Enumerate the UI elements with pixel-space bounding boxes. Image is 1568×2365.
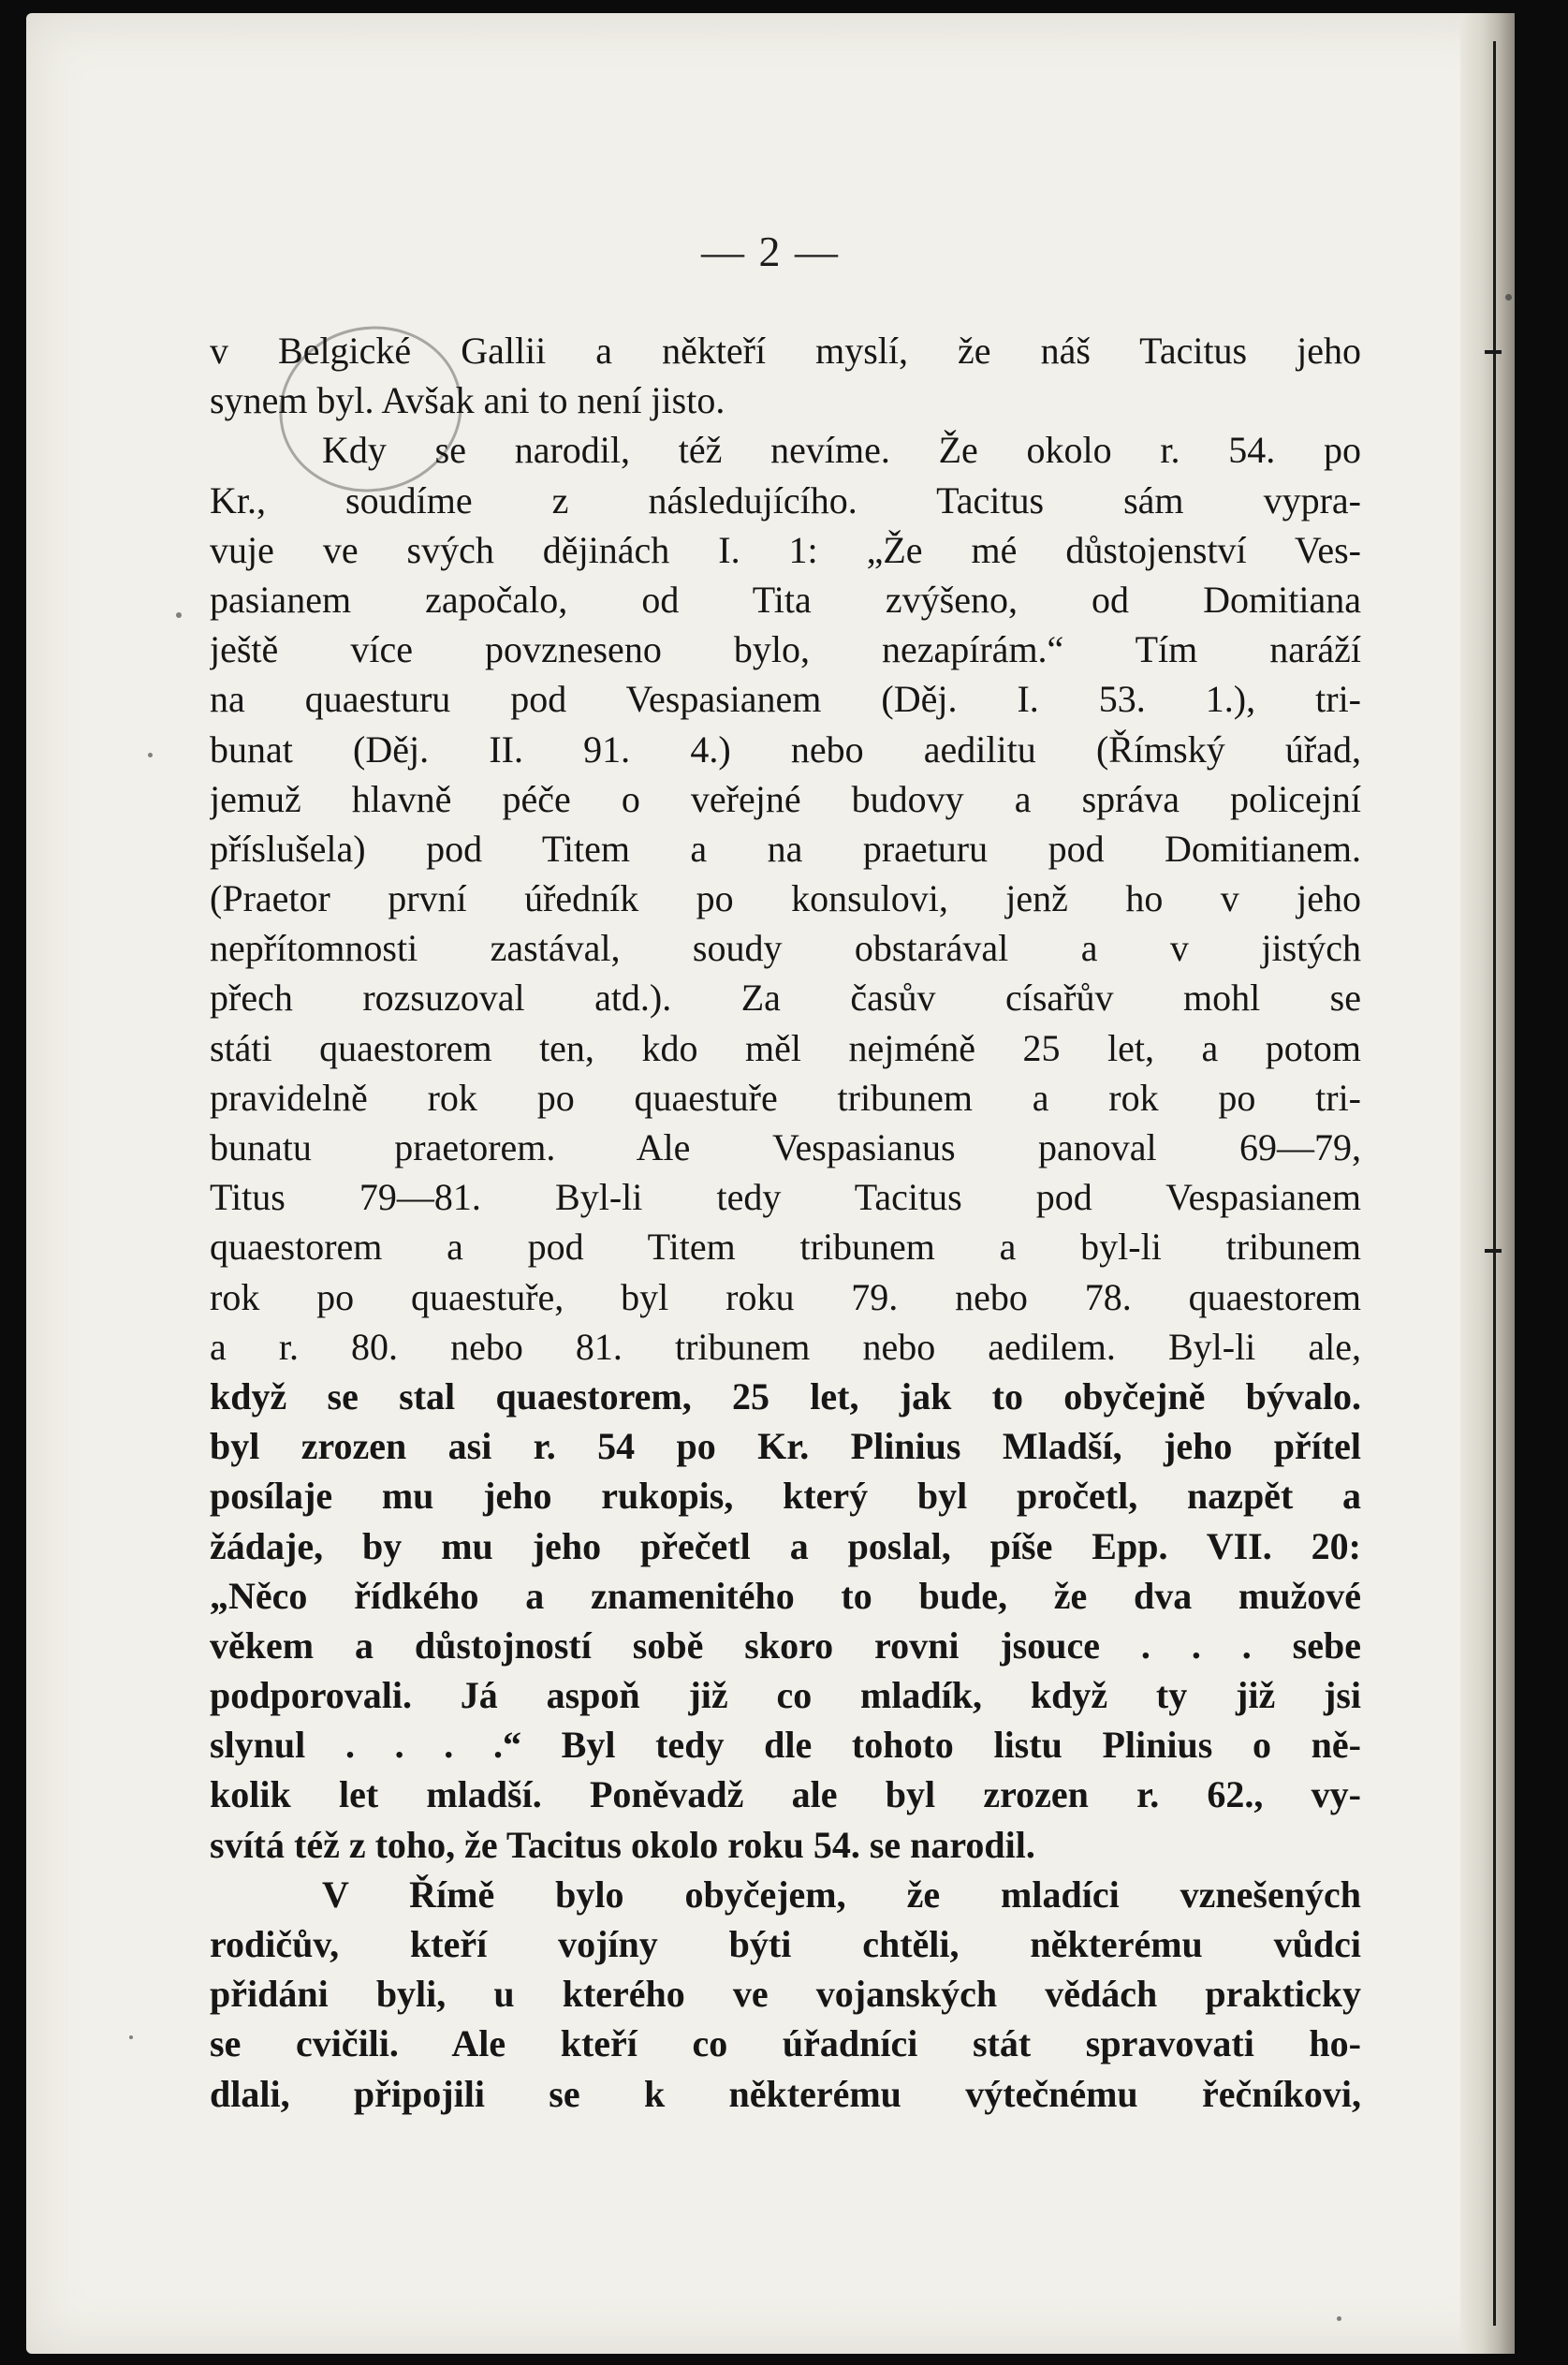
text-line: Titus 79—81. Byl-li tedy Tacitus pod Vespasianem <box>210 1176 1361 1219</box>
text-line: příslušela) pod Titem a na praeturu pod Domitianem. <box>210 827 1361 870</box>
text-line: nepřítomnosti zastával, soudy obstarával a v jistých <box>210 927 1361 970</box>
text-line: synem byl. Avšak ani to není jisto. <box>210 379 725 422</box>
text-line: Kdy se narodil, též nevíme. Že okolo r. 54. po <box>322 429 1361 472</box>
text-line: věkem a důstojností sobě skoro rovni jsouce . . . sebe <box>210 1623 1361 1667</box>
text-line: svítá též z toho, že Tacitus okolo roku 54. se narodil. <box>210 1823 1035 1866</box>
text-line: se cvičili. Ale kteří co úřadníci stát spravovati ho- <box>210 2022 1361 2065</box>
spine-mark <box>1485 350 1502 354</box>
text-line: posílaje mu jeho rukopis, který byl pročetl, nazpět a <box>210 1475 1361 1518</box>
text-line: přech rozsuzoval atd.). Za časův císařův mohl se <box>210 977 1361 1020</box>
spine-rule <box>1493 41 1496 2326</box>
text-line: rok po quaestuře, byl roku 79. nebo 78. quaestorem <box>210 1275 1361 1318</box>
text-line: bunatu praetorem. Ale Vespasianus panoval 69—79, <box>210 1126 1361 1168</box>
text-line: rodičův, kteří vojíny býti chtěli, některému vůdci <box>210 1923 1361 1965</box>
text-line: státi quaestorem ten, kdo měl nejméně 25 let, a potom <box>210 1026 1361 1069</box>
text-line: (Praetor první úředník po konsulovi, jenž ho v jeho <box>210 877 1361 920</box>
text-line: jemuž hlavně péče o veřejné budovy a správa policejní <box>210 777 1361 820</box>
page-number: — 2 — <box>701 228 840 275</box>
text-line: vuje ve svých dějinách I. 1: „Že mé důstojenství Ves- <box>210 528 1361 571</box>
ink-speck <box>148 753 153 757</box>
text-line: dlali, připojili se k některému výtečnému řečníkovi, <box>210 2072 1361 2115</box>
page-spine <box>1460 13 1515 2354</box>
spine-mark <box>1485 1249 1502 1253</box>
text-line: V Římě bylo obyčejem, že mladíci vznešených <box>322 1873 1361 1916</box>
text-line: a r. 80. nebo 81. tribunem nebo aedilem. Byl-li ale, <box>210 1325 1361 1368</box>
text-line: žádaje, by mu jeho přečetl a poslal, píše Epp. VII. 20: <box>210 1524 1361 1567</box>
text-line: v Belgické Gallii a někteří myslí, že náš Tacitus jeho <box>210 330 1361 372</box>
book-page <box>26 13 1515 2354</box>
text-line: bunat (Děj. II. 91. 4.) nebo aedilitu (Římský úřad, <box>210 727 1361 771</box>
text-line: pravidelně rok po quaestuře tribunem a rok po tri- <box>210 1076 1361 1119</box>
text-line: přidáni byli, u kterého ve vojanských vědách prakticky <box>210 1973 1361 2016</box>
text-line: quaestorem a pod Titem tribunem a byl-li tribunem <box>210 1226 1361 1269</box>
body-text <box>210 326 1361 2119</box>
text-line: slynul . . . .“ Byl tedy dle tohoto listu Plinius o ně- <box>210 1724 1361 1767</box>
text-line: na quaesturu pod Vespasianem (Děj. I. 53. 1.), tri- <box>210 678 1361 721</box>
ink-speck <box>129 2035 133 2039</box>
text-line: Kr., soudíme z následujícího. Tacitus sám vypra- <box>210 478 1361 521</box>
text-line: ještě více povzneseno bylo, nezapírám.“ Tím naráží <box>210 628 1361 671</box>
ink-speck <box>1505 294 1512 301</box>
ink-speck <box>176 612 182 618</box>
text-line: pasianem započalo, od Tita zvýšeno, od Domitiana <box>210 578 1361 621</box>
text-line: kolik let mladší. Poněvadž ale byl zrozen r. 62., vy- <box>210 1773 1361 1816</box>
ink-speck <box>1337 2316 1341 2321</box>
text-line: byl zrozen asi r. 54 po Kr. Plinius Mladší, jeho přítel <box>210 1425 1361 1468</box>
text-line: podporovali. Já aspoň již co mladík, když ty již jsi <box>210 1674 1361 1717</box>
text-line: „Něco řídkého a znamenitého to bude, že dva mužové <box>210 1574 1361 1617</box>
text-line: když se stal quaestorem, 25 let, jak to obyčejně bývalo. <box>210 1374 1361 1418</box>
